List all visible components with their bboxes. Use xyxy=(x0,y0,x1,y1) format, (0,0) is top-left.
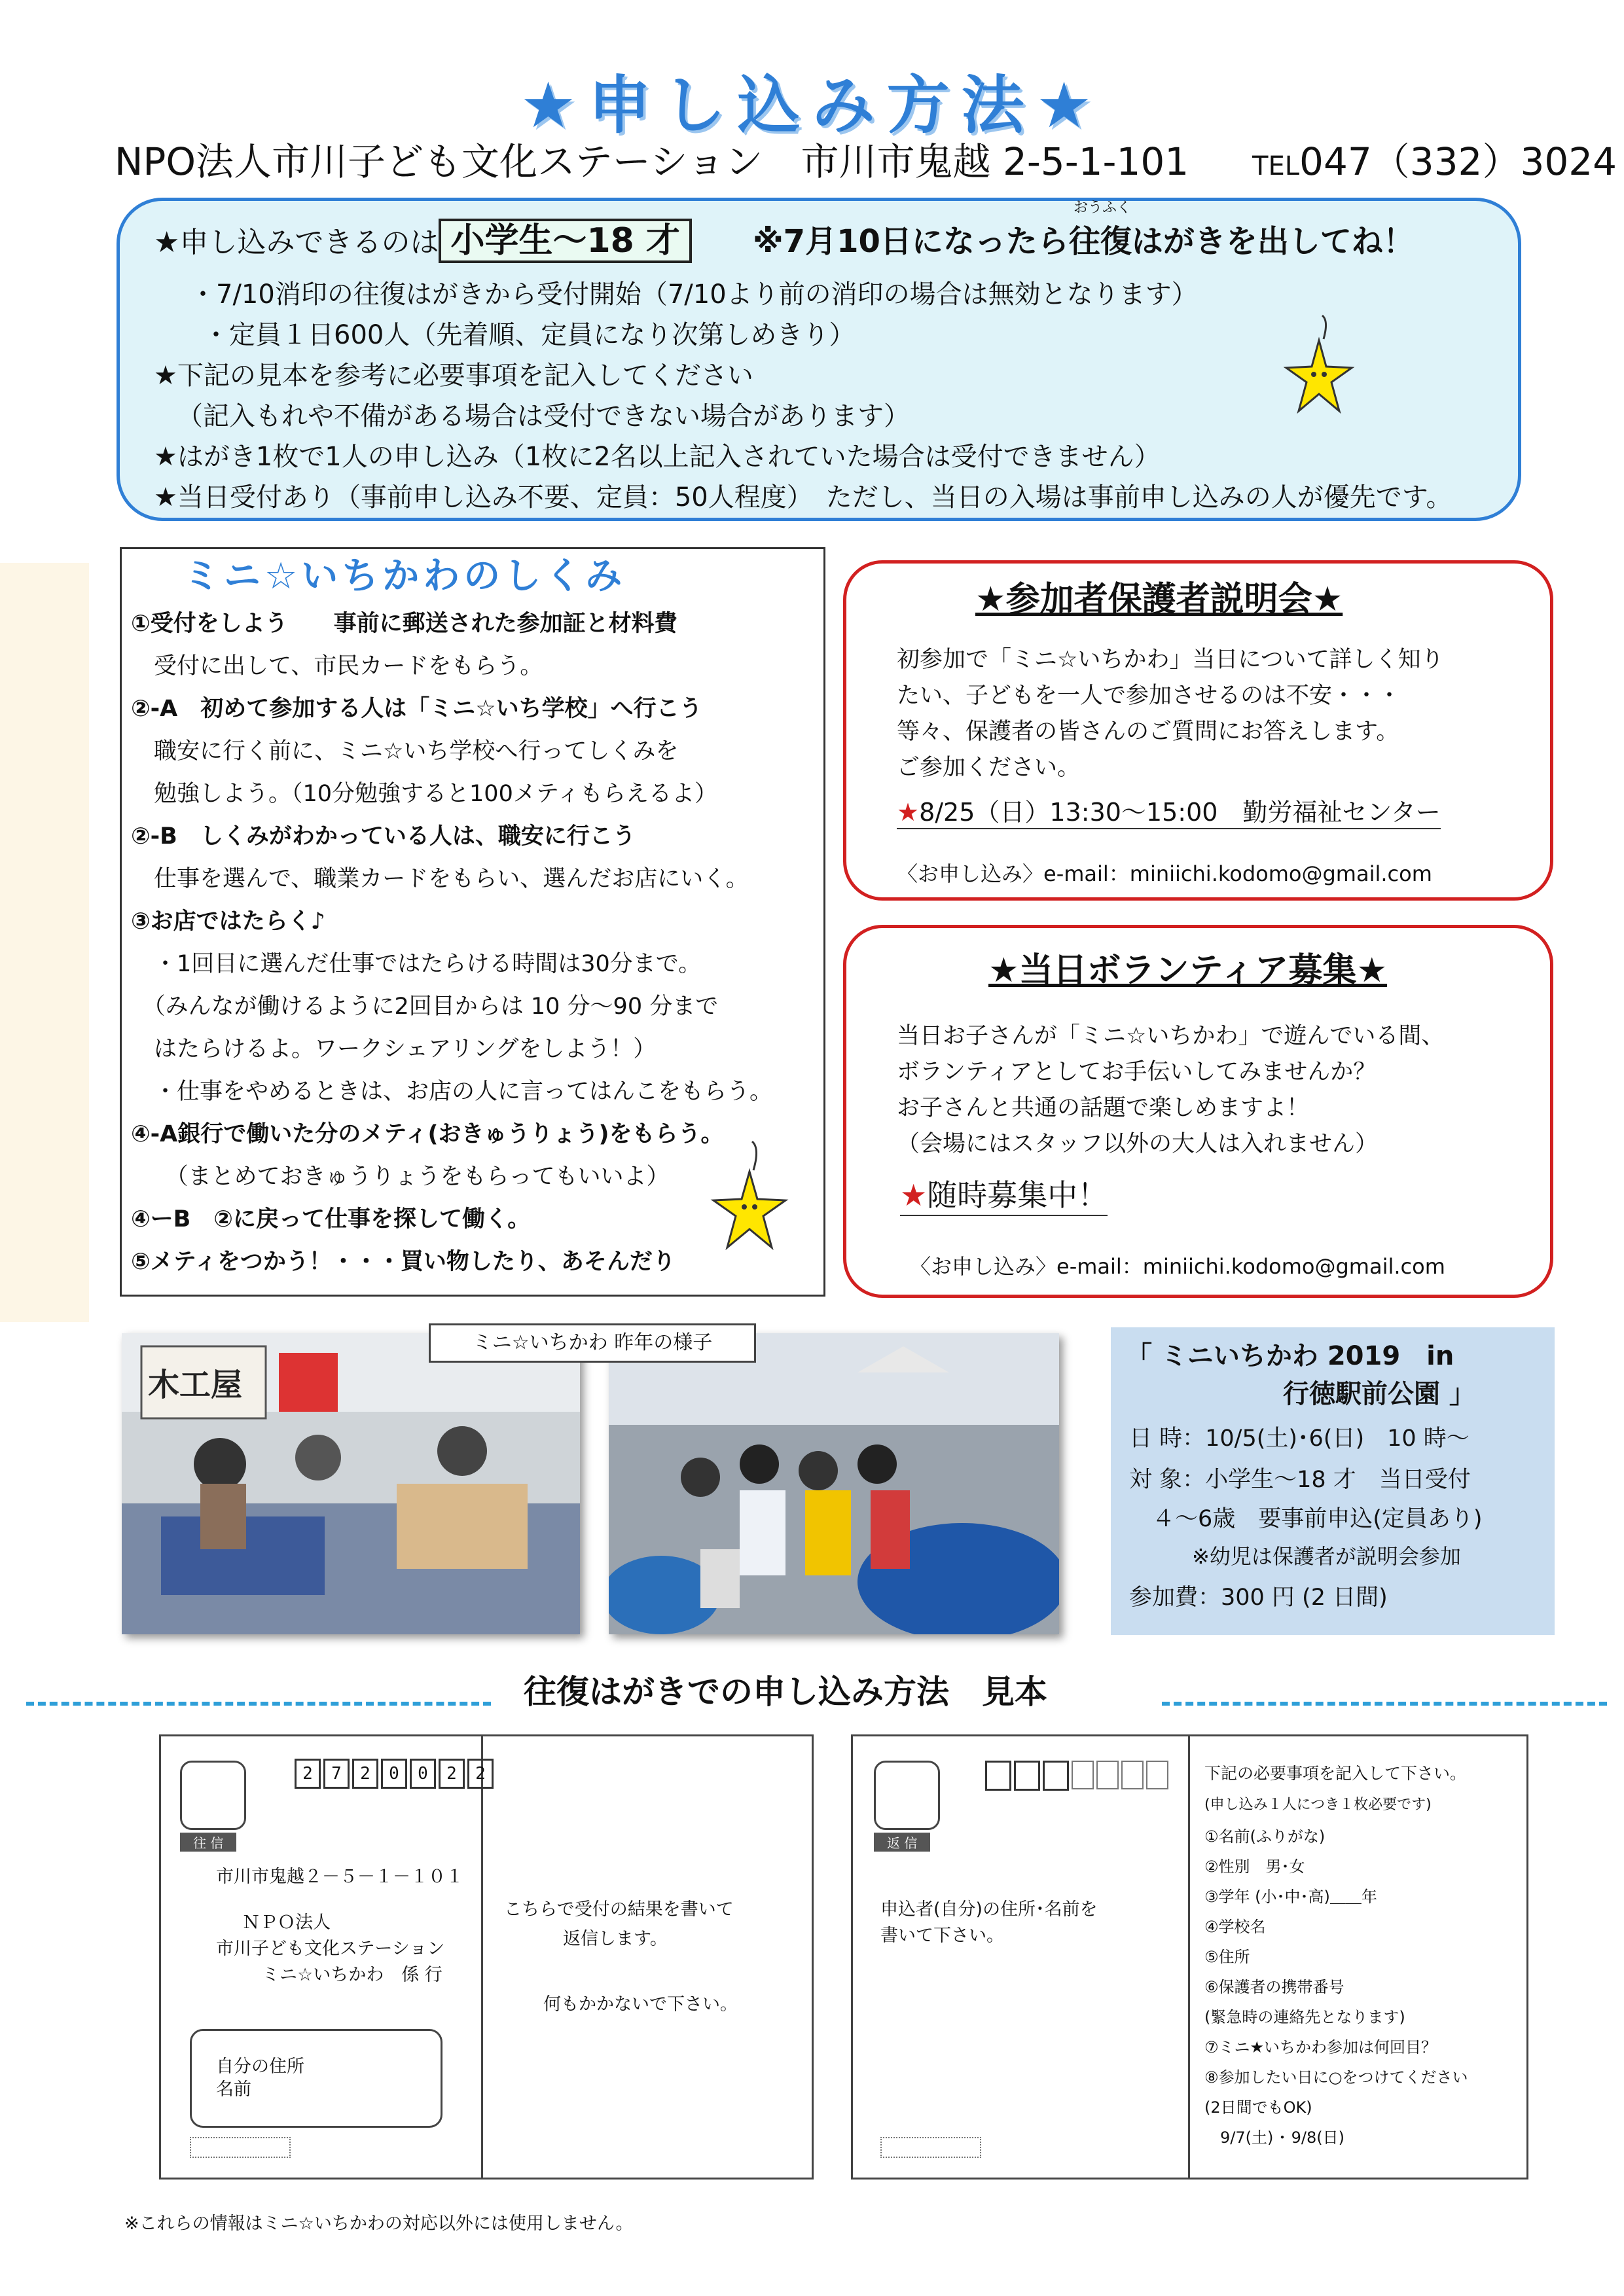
card2-item: ④学校名 xyxy=(1204,1918,1266,1936)
mechanism-line: 職安に行く前に、ミニ☆いち学校へ行ってしくみを xyxy=(131,738,679,764)
card2-item: ⑤住所 xyxy=(1204,1948,1250,1966)
briefing-date-text: 8/25（日）13:30～15:00 勤労福祉センター xyxy=(919,798,1441,827)
volunteer-recruit xyxy=(900,1172,1108,1216)
card2-item: ⑧参加したい日に○をつけてください xyxy=(1204,2068,1468,2087)
card2-note: (申し込み１人につき１枚必要です) xyxy=(1204,1797,1432,1813)
mechanism-line: ③お店ではたらく♪ xyxy=(131,908,325,935)
postal-code-digit: 2 xyxy=(439,1759,465,1789)
event-line-5: 参加費：300 円 (2 日間) xyxy=(1129,1585,1388,1611)
card2-item: (緊急時の連絡先となります) xyxy=(1204,2008,1405,2026)
eligibility-line xyxy=(154,213,692,262)
mechanism-line: 受付に出して、市民カードをもらう。 xyxy=(131,653,543,679)
briefing-contact[interactable]: 〈お申し込み〉e-mail：miniichi.kodomo@gmail.com xyxy=(897,861,1432,886)
event-line-4: ※幼児は保護者が説明会参加 xyxy=(1129,1544,1461,1569)
mechanism-line: はたらけるよ。ワークシェアリングをしよう！） xyxy=(131,1036,657,1062)
card2-item: ⑥保護者の携帯番号 xyxy=(1204,1978,1344,1996)
photo-caption: ミニ☆いちかわ 昨年の様子 xyxy=(429,1323,756,1363)
card2-item: ①名前(ふりがな) xyxy=(1204,1827,1326,1846)
postal-code-digit: 2 xyxy=(467,1759,494,1789)
small-postal-boxes xyxy=(880,2137,981,2158)
card1-org1: ＮＰＯ法人 xyxy=(242,1912,331,1933)
postal-code-digit: 0 xyxy=(381,1759,407,1789)
card1-self-line-2: 名前 xyxy=(216,2079,251,2100)
card1-address: 市川市鬼越２－５－１－１０１ xyxy=(216,1867,463,1887)
organization-address: NPO法人市川子ども文化ステーション 市川市鬼越 2-5-1-101 xyxy=(115,139,1189,184)
mechanism-line: ・1回目に選んだ仕事ではたらける時間は30分まで。 xyxy=(131,951,702,977)
left-side-band xyxy=(0,563,89,1322)
page-title: ★申し込み方法★ xyxy=(520,69,1104,142)
notice-ruby: おうふく xyxy=(1074,200,1132,216)
event-line-3: ４～6歳 要事前申込(定員あり) xyxy=(1129,1506,1483,1532)
volunteer-line-3: お子さんと共通の話題で楽しめますよ！ xyxy=(897,1095,1310,1121)
mechanism-line: （みんなが働けるように2回目からは 10 分～90 分まで xyxy=(131,994,719,1020)
photo-sign-text: 木工屋 xyxy=(148,1367,243,1403)
volunteer-recruit-text: 随時募集中！ xyxy=(927,1177,1108,1213)
star-icon: ★ xyxy=(900,1177,928,1213)
eligibility-value: 小学生～18 才 xyxy=(439,219,691,263)
postal-code-digit: 0 xyxy=(410,1759,436,1789)
card2-left-line-2: 書いて下さい。 xyxy=(880,1926,1004,1946)
card2-left-line-1: 申込者(自分)の住所･名前を xyxy=(880,1899,1098,1920)
mechanism-title: ミニ☆いちかわのしくみ xyxy=(183,555,626,598)
apply-line-4: （記入もれや不備がある場合は受付できない場合があります） xyxy=(177,401,910,431)
mechanism-line: ④-A銀行で働いた分のメティ(おきゅうりょう)をもらう。 xyxy=(131,1121,724,1147)
briefing-line-4: ご参加ください。 xyxy=(897,755,1081,781)
event-photo-workshop xyxy=(122,1333,580,1634)
volunteer-line-1: 当日お子さんが「ミニ☆いちかわ」で遊んでいる間、 xyxy=(897,1023,1445,1049)
postcard-notice: ※7月10日になったら往復はがきを出してね！ xyxy=(753,223,1415,260)
card2-item: ③学年 (小･中･高)＿＿年 xyxy=(1204,1888,1377,1906)
card2-item: 9/7(土) ･ 9/8(日) xyxy=(1204,2128,1344,2147)
card1-self-line-1: 自分の住所 xyxy=(216,2056,304,2077)
event-title-line-1: 「 ミニいちかわ 2019 in xyxy=(1126,1341,1454,1371)
volunteer-line-4: （会場にはスタッフ以外の大人は入れません） xyxy=(897,1131,1379,1157)
stamp-box xyxy=(180,1761,246,1830)
postal-code-digit: 2 xyxy=(352,1759,378,1789)
privacy-footnote: ※これらの情報はミニ☆いちかわの対応以外には使用しません。 xyxy=(124,2214,634,2234)
mechanism-line: 仕事を選んで、職業カードをもらい、選んだお店にいく。 xyxy=(131,866,749,892)
tel-label: TEL xyxy=(1252,151,1300,181)
mechanism-line: ①受付をしよう 事前に郵送された参加証と材料費 xyxy=(131,611,677,637)
card1-right-line-3: 何もかかないで下さい。 xyxy=(543,1994,738,2015)
mechanism-line: 勉強しよう。（10分勉強すると100メティもらえるよ） xyxy=(131,781,718,807)
star-icon: ★ xyxy=(897,798,920,827)
postal-code-digit: 2 xyxy=(295,1759,321,1789)
card1-right-line-2: 返信します。 xyxy=(563,1929,668,1949)
briefing-title: ★参加者保護者説明会★ xyxy=(975,580,1343,619)
sample-heading: 往復はがきでの申し込み方法 見本 xyxy=(524,1673,1047,1711)
apply-line-1: ・7/10消印の往復はがきから受付開始（7/10より前の消印の場合は無効となります） xyxy=(190,279,1198,310)
volunteer-line-2: ボランティアとしてお手伝いしてみませんか？ xyxy=(897,1059,1377,1085)
briefing-line-1: 初参加で「ミニ☆いちかわ」当日について詳しく知り xyxy=(897,647,1444,673)
event-title-line-2: 行徳駅前公園 」 xyxy=(1283,1379,1475,1409)
card2-intro: 下記の必要事項を記入して下さい。 xyxy=(1204,1764,1467,1783)
card1-org2: 市川子ども文化ステーション xyxy=(216,1939,445,1959)
briefing-line-3: 等々、保護者の皆さんのご質問にお答えします。 xyxy=(897,719,1399,745)
card1-dept: ミニ☆いちかわ 係 行 xyxy=(262,1965,442,1985)
card-divider xyxy=(1188,1734,1190,2179)
mechanism-line: ・仕事をやめるときは、お店の人に言ってはんこをもらう。 xyxy=(131,1079,773,1105)
apply-line-2: ・定員１日600人（先着順、定員になり次第しめきり） xyxy=(203,320,856,350)
volunteer-contact[interactable]: 〈お申し込み〉e-mail：miniichi.kodomo@gmail.com xyxy=(910,1254,1445,1279)
postal-code-digit: 7 xyxy=(323,1759,350,1789)
apply-line-3: ★下記の見本を参考に必要事項を記入してください xyxy=(154,361,753,391)
card2-item: (2日間でもOK) xyxy=(1204,2098,1312,2117)
tel-number: 047（332）3024 xyxy=(1299,139,1617,184)
mechanism-line: （まとめておきゅうりょうをもらってもいいよ） xyxy=(131,1164,670,1190)
dashed-divider-left xyxy=(26,1702,491,1706)
card-label-reply: 返 信 xyxy=(874,1833,930,1852)
event-line-2: 対 象：小学生～18 才 当日受付 xyxy=(1129,1467,1471,1493)
card2-item: ②性別 男･女 xyxy=(1204,1857,1305,1876)
stamp-box xyxy=(874,1761,940,1830)
apply-line-5: ★はがき1枚で1人の申し込み（1枚に2名以上記入されていた場合は受付できません） xyxy=(154,442,1161,472)
star-mascot-icon xyxy=(710,1139,789,1270)
small-postal-boxes xyxy=(190,2137,291,2158)
card2-item: ⑦ミニ★いちかわ参加は何回目？ xyxy=(1204,2038,1437,2056)
card-label-outgoing: 往 信 xyxy=(180,1833,236,1852)
volunteer-title: ★当日ボランティア募集★ xyxy=(988,951,1388,990)
event-photo-crowd xyxy=(609,1333,1059,1634)
mechanism-line: ⑤メティをつかう！・・・買い物したり、あそんだり xyxy=(131,1249,676,1275)
mechanism-line: ④ーB ②に戻って仕事を探して働く。 xyxy=(131,1206,531,1232)
event-line-1: 日 時：10/5(土)･6(日) 10 時～ xyxy=(1129,1426,1470,1452)
star-mascot-icon xyxy=(1283,314,1355,425)
briefing-line-2: たい、子どもを一人で参加させるのは不安・・・ xyxy=(897,683,1401,709)
briefing-date xyxy=(897,792,1441,829)
postal-code-boxes-empty xyxy=(985,1761,1168,1791)
card1-right-line-1: こちらで受付の結果を書いて xyxy=(504,1899,734,1920)
apply-line-6: ★当日受付あり（事前申し込み不要、定員：50人程度） ただし、当日の入場は事前申し込みの人が優先です。 xyxy=(154,482,1453,512)
dashed-divider-right xyxy=(1162,1702,1607,1706)
mechanism-line: ②-A 初めて参加する人は「ミニ☆いち学校」へ行こう xyxy=(131,696,702,722)
card-divider xyxy=(481,1734,483,2179)
mechanism-line: ②-B しくみがわかっている人は、職安に行こう xyxy=(131,823,636,850)
postal-code-boxes xyxy=(295,1759,494,1789)
organization-line xyxy=(115,131,1617,186)
eligibility-prefix: ★申し込みできるのは xyxy=(154,226,439,259)
